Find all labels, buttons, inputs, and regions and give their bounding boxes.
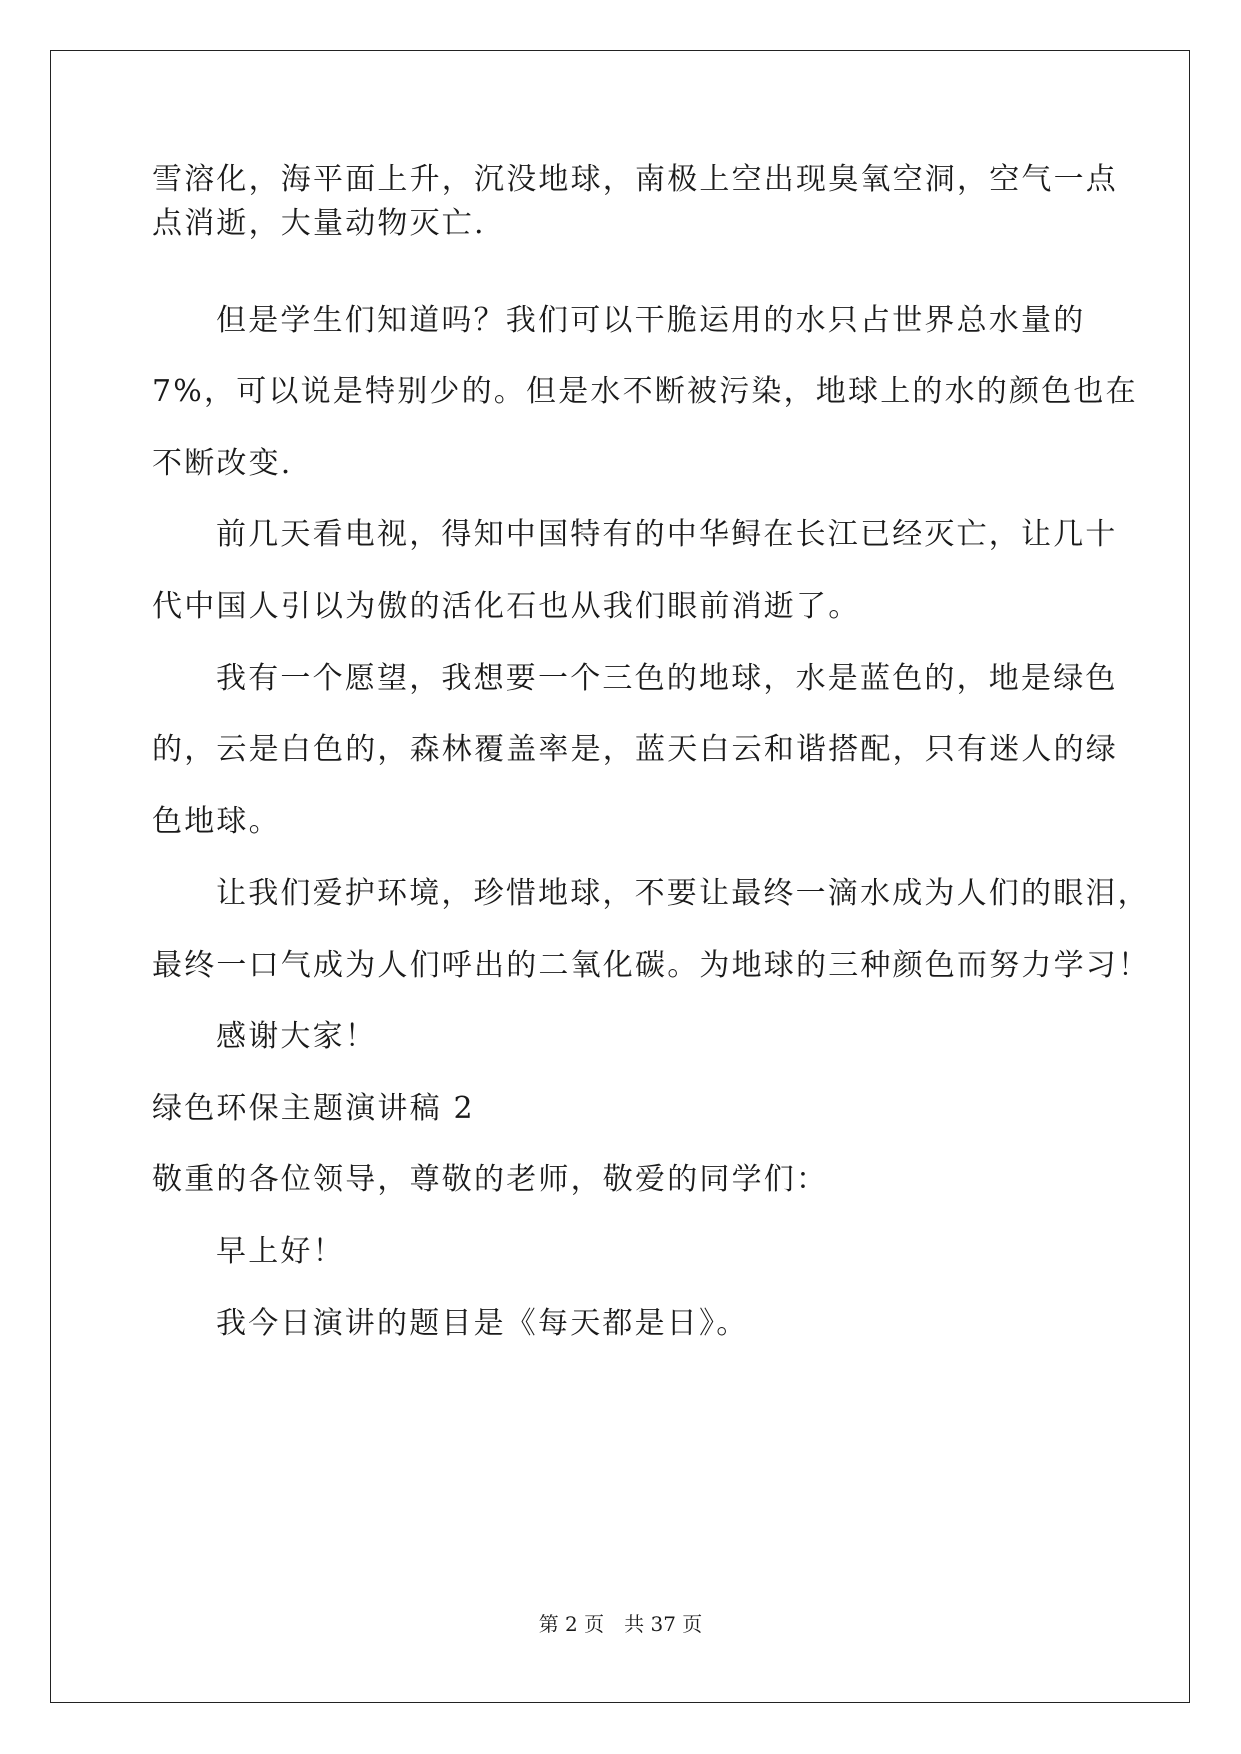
greeting-line: 早上好！ — [216, 1234, 345, 1269]
page-number: 第 2 页 共 37 页 — [538, 1612, 703, 1636]
paragraph-line: 不断改变. — [152, 446, 293, 481]
paragraph-line: 的，云是白色的，森林覆盖率是，蓝天白云和谐搭配，只有迷人的绿 — [152, 732, 1118, 767]
paragraph-line: 我有一个愿望，我想要一个三色的地球，水是蓝色的，地是绿色 — [216, 661, 1118, 696]
section-heading: 绿色环保主题演讲稿 2 — [152, 1091, 475, 1126]
paragraph-line: 我今日演讲的题目是《每天都是日》。 — [216, 1306, 749, 1341]
paragraph-line: 代中国人引以为傲的活化石也从我们眼前消逝了。 — [152, 589, 861, 624]
paragraph-line: 最终一口气成为人们呼出的二氧化碳。为地球的三种颜色而努力学习！ — [152, 948, 1151, 983]
paragraph-line: 但是学生们知道吗？我们可以干脆运用的水只占世界总水量的 — [216, 303, 1086, 338]
closing-line: 感谢大家！ — [216, 1019, 377, 1054]
paragraph-line: 雪溶化，海平面上升，沉没地球，南极上空出现臭氧空洞，空气一点 — [152, 162, 1118, 197]
paragraph-line: 点消逝，大量动物灭亡. — [152, 206, 486, 241]
paragraph-line: 前几天看电视，得知中国特有的中华鲟在长江已经灭亡，让几十 — [216, 517, 1118, 552]
paragraph-line: 让我们爱护环境，珍惜地球，不要让最终一滴水成为人们的眼泪， — [216, 876, 1150, 911]
paragraph-line: 7%，可以说是特别少的。但是水不断被污染，地球上的水的颜色也在 — [152, 374, 1138, 409]
salutation: 敬重的各位领导，尊敬的老师，敬爱的同学们： — [152, 1162, 829, 1197]
paragraph-line: 色地球。 — [152, 804, 281, 839]
